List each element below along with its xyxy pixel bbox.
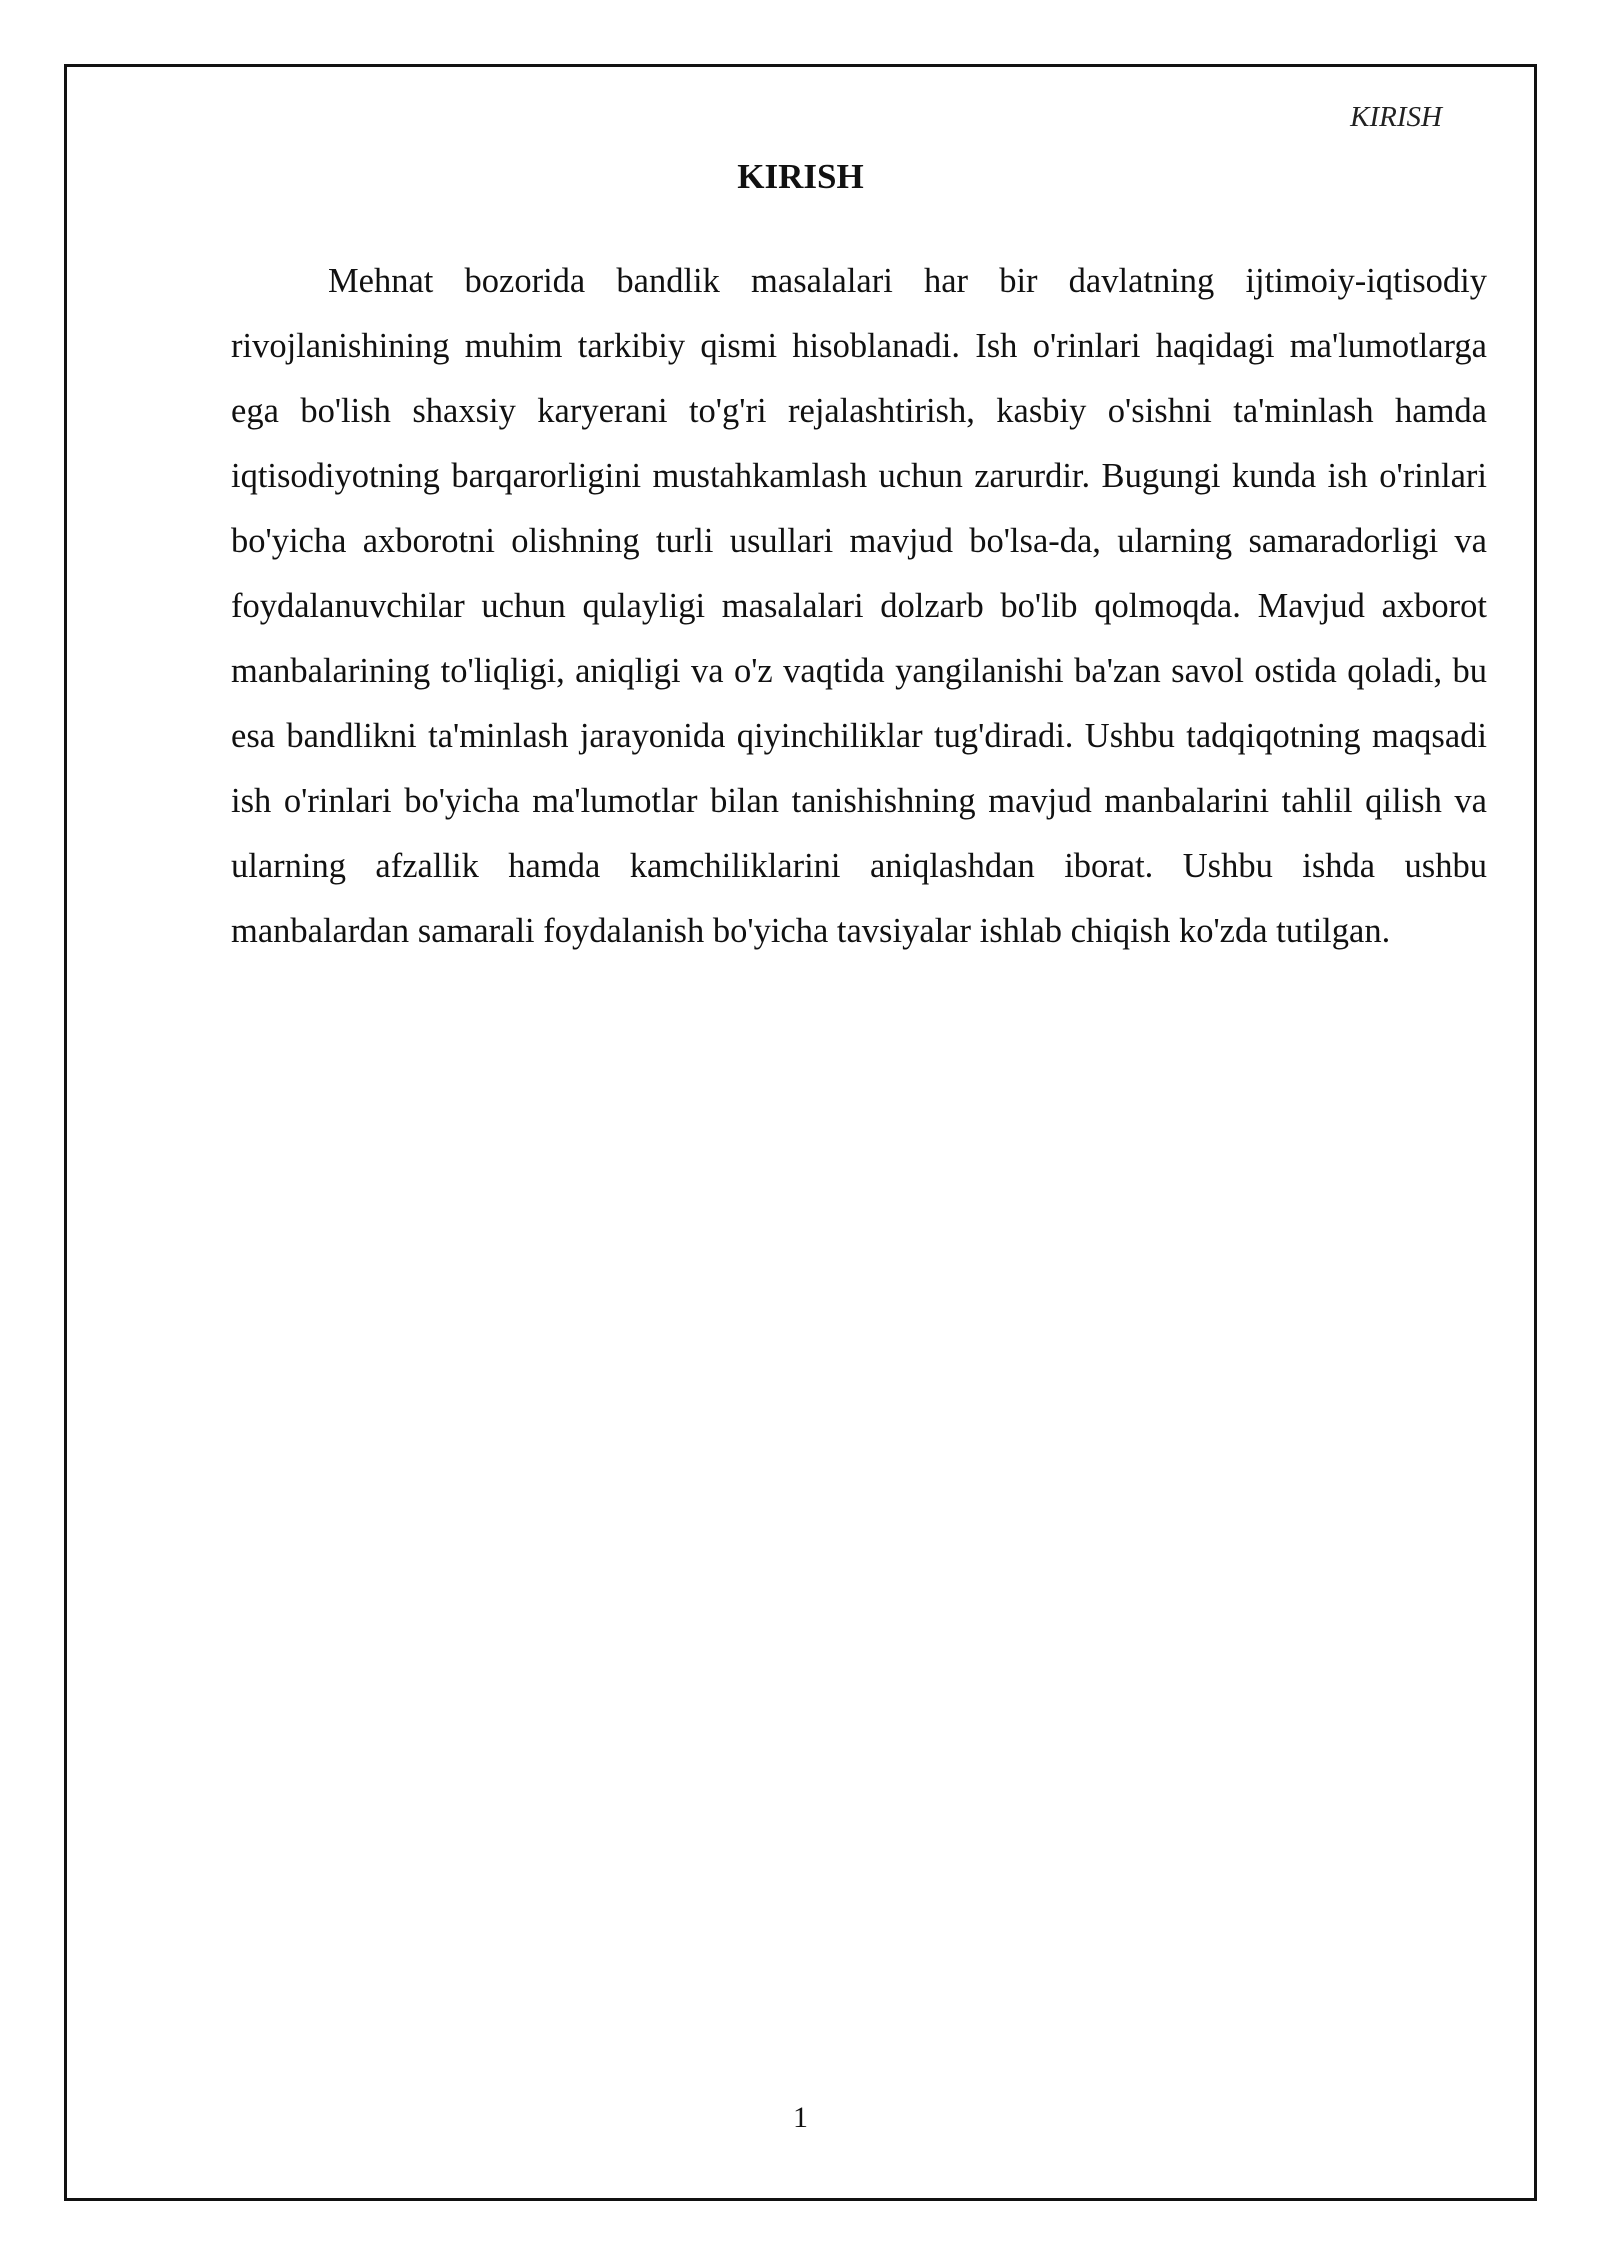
page-number: 1 [793, 2101, 808, 2134]
running-header: KIRISH [1350, 101, 1442, 133]
page-title: KIRISH [737, 157, 864, 196]
body-paragraph: Mehnat bozorida bandlik masalalari har bir davlatning ijtimoiy-iqtisodiy rivojlanishining muhim tarkibiy qismi hisoblanadi. Ish o'rinlari haqidagi ma'lumotlarga ega bo'lish shaxsiy karyerani to'g'ri rejalashtirish, kasbiy o'sishni ta'minlash hamda iqtisodiyotning barqarorligini mustahkamlash uchun zarurdir. Bugungi kunda ish o'rinlari bo'yicha axborotni olishning turli usullari mavjud bo'lsa-da, ularning samaradorligi va foydalanuvchilar uchun qulayligi masalalari dolzarb bo'lib qolmoqda. Mavjud axborot manbalarining to'liqligi, aniqligi va o'z vaqtida yangilanishi ba'zan savol ostida qoladi, bu esa bandlikni ta'minlash jarayonida qiyinchiliklar tug'diradi. Ushbu tadqiqotning maqsadi ish o'rinlari bo'yicha ma'lumotlar bilan tanishishning mavjud manbalarini tahlil qilish va ularning afzallik hamda kamchiliklarini aniqlashdan iborat. Ushbu ishda ushbu manbalardan samarali foydalanish bo'yicha tavsiyalar ishlab chiqish ko'zda tutilgan. [231, 262, 1487, 950]
page-frame [64, 64, 1537, 2201]
